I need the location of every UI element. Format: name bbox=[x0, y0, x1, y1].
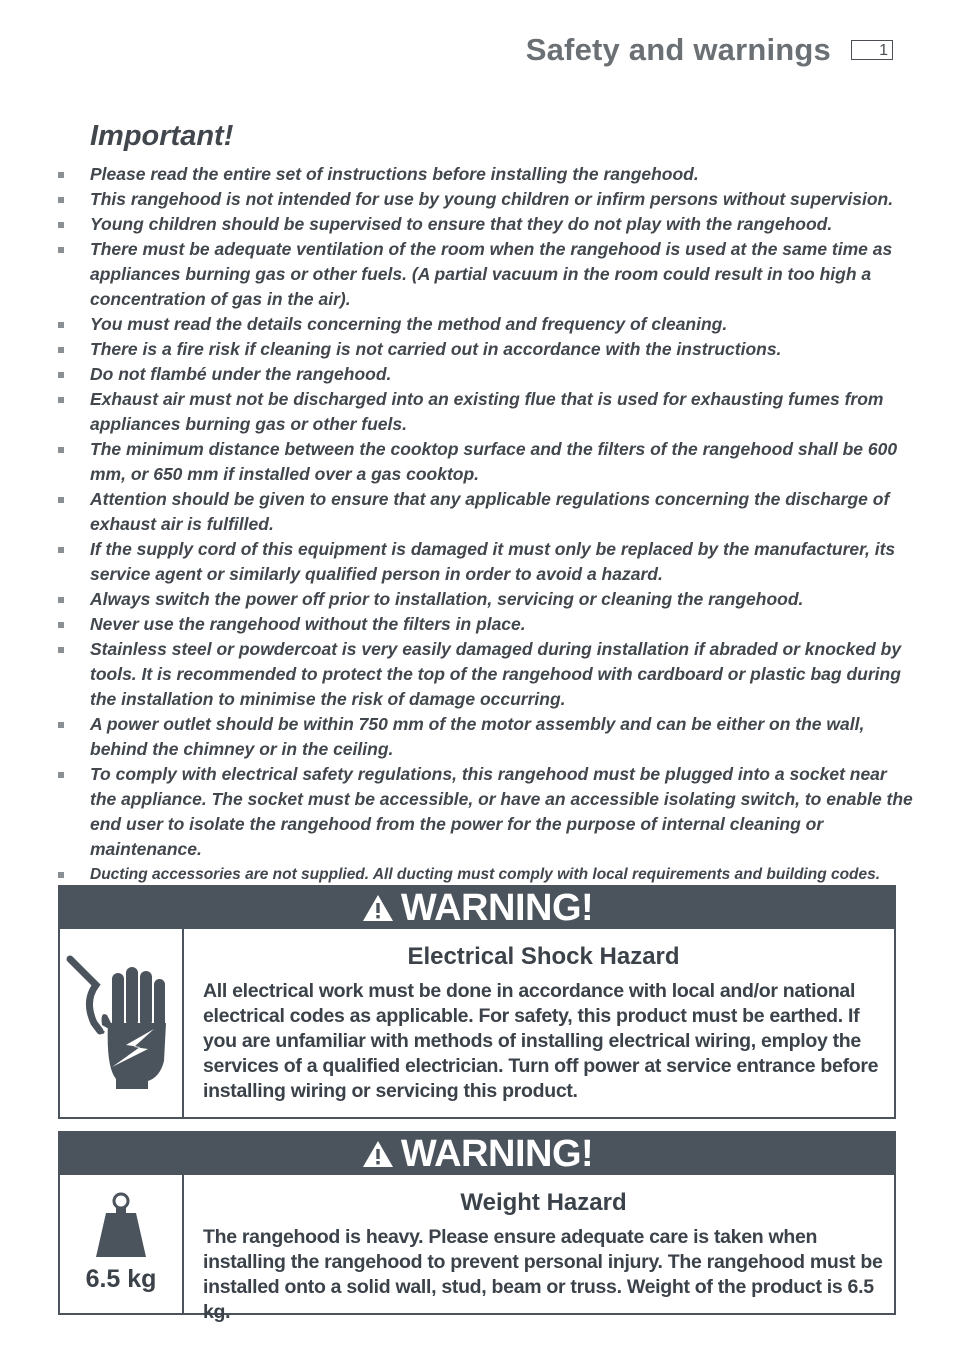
list-item: Stainless steel or powdercoat is very easily damaged during installation if abraded or knocked by tools. It is recommended to protect the top of the rangehood with cardboard or plastic bag during the installation to minimise the risk of damage occurring. bbox=[58, 637, 914, 712]
important-heading: Important! bbox=[90, 120, 234, 152]
list-item: To comply with electrical safety regulations, this rangehood must be plugged into a socket near the appliance. The socket must be accessible, or have an accessible isolating switch, to enable the end user to isolate the rangehood from the power for the purpose of internal cleaning or maintenance. bbox=[58, 762, 914, 862]
bullet-icon bbox=[58, 447, 64, 453]
bullet-icon bbox=[58, 197, 64, 203]
bullet-icon bbox=[58, 172, 64, 178]
list-item: A power outlet should be within 750 mm of the motor assembly and can be either on the wall, behind the chimney or in the ceiling. bbox=[58, 712, 914, 762]
weight-label: 6.5 kg bbox=[85, 1265, 157, 1293]
bullet-icon bbox=[58, 372, 64, 378]
bullet-icon bbox=[58, 222, 64, 228]
weight-icon bbox=[60, 1185, 182, 1275]
warning-triangle-icon bbox=[361, 893, 395, 923]
bullet-icon bbox=[58, 247, 64, 253]
warning-banner-text: WARNING! bbox=[400, 1132, 594, 1175]
list-item: Ducting accessories are not supplied. All ducting must comply with local requirements and building codes. bbox=[58, 862, 914, 887]
list-item: You must read the details concerning the method and frequency of cleaning. bbox=[58, 312, 914, 337]
weight-cell bbox=[60, 1175, 184, 1313]
list-item: If the supply cord of this equipment is damaged it must only be replaced by the manufacturer, its service agent or similarly qualified person in order to avoid a hazard. bbox=[58, 537, 914, 587]
list-item: There is a fire risk if cleaning is not carried out in accordance with the instructions. bbox=[58, 337, 914, 362]
list-item: Young children should be supervised to ensure that they do not play with the rangehood. bbox=[58, 212, 914, 237]
weight-warning-box bbox=[58, 1131, 896, 1323]
electrical-hazard-text: All electrical work must be done in accordance with local and/or national electrical codes as applicable. For safety, this product must be earthed. If you are unfamiliar with methods of installing electrical wiring, employ the services of a qualified electrician. Turn off power at service entrance before installing wiring or servicing this product. bbox=[203, 980, 879, 1102]
warning-banner bbox=[60, 1133, 894, 1175]
bullet-icon bbox=[58, 622, 64, 628]
weight-hazard-text: The rangehood is heavy. Please ensure adequate care is taken when installing the rangehood to prevent personal injury. The rangehood must be installed onto a solid wall, stud, beam or truss. Weight of the product is 6.5 kg. bbox=[203, 1226, 883, 1323]
bullet-icon bbox=[58, 722, 64, 728]
bullet-icon bbox=[58, 772, 64, 778]
bullet-icon bbox=[58, 647, 64, 653]
bullet-icon bbox=[58, 872, 64, 878]
bullet-icon bbox=[58, 497, 64, 503]
list-item: Never use the rangehood without the filters in place. bbox=[58, 612, 914, 637]
electric-shock-cell bbox=[60, 929, 184, 1117]
list-item: The minimum distance between the cooktop surface and the filters of the rangehood shall be 600 mm, or 650 mm if installed over a gas cooktop. bbox=[58, 437, 914, 487]
bullet-icon bbox=[58, 347, 64, 353]
list-item: Do not flambé under the rangehood. bbox=[58, 362, 914, 387]
electrical-hazard-title: Electrical Shock Hazard bbox=[407, 943, 680, 970]
list-item: Exhaust air must not be discharged into an existing flue that is used for exhausting fumes from appliances burning gas or other fuels. bbox=[58, 387, 914, 437]
bullet-icon bbox=[58, 547, 64, 553]
page-title: Safety and warnings bbox=[525, 32, 831, 67]
weight-hazard-title: Weight Hazard bbox=[460, 1189, 627, 1216]
list-item: Attention should be given to ensure that any applicable regulations concerning the discharge of exhaust air is fulfilled. bbox=[58, 487, 914, 537]
electrical-warning-box bbox=[58, 885, 896, 1119]
list-item: Please read the entire set of instructions before installing the rangehood. bbox=[58, 162, 914, 187]
list-item: This rangehood is not intended for use by young children or infirm persons without supervision. bbox=[58, 187, 914, 212]
list-item: There must be adequate ventilation of the room when the rangehood is used at the same time as appliances burning gas or other fuels. (A partial vacuum in the room could result in too high a concentration of gas in the air). bbox=[58, 237, 914, 312]
bullet-icon bbox=[58, 322, 64, 328]
electric-shock-hand-icon bbox=[60, 929, 182, 1117]
list-item: Always switch the power off prior to installation, servicing or cleaning the rangehood. bbox=[58, 587, 914, 612]
warning-triangle-icon bbox=[361, 1139, 395, 1169]
important-list bbox=[58, 162, 914, 887]
warning-banner-text: WARNING! bbox=[400, 886, 594, 929]
warning-banner bbox=[60, 887, 894, 929]
bullet-icon bbox=[58, 397, 64, 403]
page-number: 1 bbox=[851, 40, 893, 60]
bullet-icon bbox=[58, 597, 64, 603]
